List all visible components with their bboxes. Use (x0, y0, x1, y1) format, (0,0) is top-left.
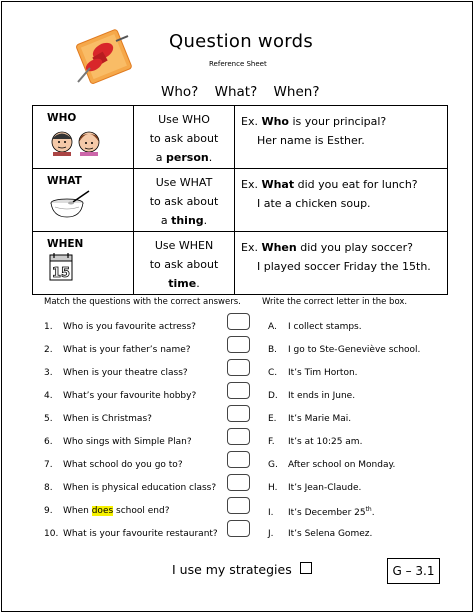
question-item: 4. What’s your favourite hobby? (44, 391, 197, 401)
question-item: 7. What school do you go to? (44, 460, 183, 470)
strategies-line (172, 562, 312, 577)
usage-keyword: thing (171, 214, 204, 227)
example-question: did you eat for lunch? (297, 178, 418, 191)
instructions-left: Match the questions with the correct answers. (44, 297, 241, 307)
answer-item: I. It’s December 25th. (268, 506, 375, 518)
example-answer: I played soccer Friday the 15th. (257, 260, 431, 273)
example-question: did you play soccer? (300, 241, 413, 254)
word-label: WHEN (47, 238, 84, 250)
strategies-checkbox[interactable] (300, 562, 312, 574)
page-subtitle: Reference Sheet (209, 60, 267, 68)
word-label: WHO (47, 112, 77, 124)
word-label: WHAT (47, 175, 82, 187)
answer-item: G. After school on Monday. (268, 460, 396, 470)
answer-box[interactable] (227, 474, 250, 491)
usage-article: a (160, 214, 168, 227)
reference-table (32, 105, 448, 295)
page-title: Question words (169, 31, 314, 52)
answer-item: D. It ends in June. (268, 391, 356, 401)
usage-line: Use WHO (158, 113, 210, 126)
soup-bowl-icon (47, 189, 91, 219)
strategies-label: I use my strategies (172, 562, 292, 577)
usage-keyword: person (166, 151, 209, 164)
question-item: 6. Who sings with Simple Plan? (44, 437, 192, 447)
question-item: 8. When is physical education class? (44, 483, 217, 493)
usage-line: to ask about (149, 132, 219, 145)
answer-box[interactable] (227, 451, 250, 468)
example-prefix: Ex. (241, 115, 258, 128)
usage-line: Use WHEN (154, 239, 214, 252)
question-item: 1. Who is you favourite actress? (44, 322, 196, 332)
answer-box[interactable] (227, 336, 250, 353)
answer-box[interactable] (227, 520, 250, 537)
question-words-heading: Who? What? When? (161, 84, 320, 100)
answer-item: E. It’s Marie Mai. (268, 414, 352, 424)
example-keyword: What (261, 178, 295, 191)
example-prefix: Ex. (241, 241, 258, 254)
two-faces-icon (47, 126, 107, 156)
example-keyword: Who (261, 115, 289, 128)
answer-item: H. It’s Jean-Claude. (268, 483, 362, 493)
question-item: 5. When is Christmas? (44, 414, 152, 424)
example-keyword: When (261, 241, 297, 254)
instructions-right: Write the correct letter in the box. (262, 297, 408, 307)
answer-item: F. It’s at 10:25 am. (268, 437, 363, 447)
example-answer: Her name is Esther. (257, 134, 365, 147)
usage-keyword: time (168, 277, 197, 290)
question-item: 9. When does school end? (44, 506, 170, 516)
example-prefix: Ex. (241, 178, 258, 191)
reference-row-what: WHAT Use WHAT to ask about a thing. Ex. What did you eat for lunch? I ate a chicken soup. (33, 169, 448, 232)
answer-box[interactable] (227, 497, 250, 514)
calendar-icon (47, 252, 75, 282)
example-question: is your principal? (292, 115, 387, 128)
reference-row-who: WHO Use WHO to ask about a person. Ex. Who is your principal? Her name is Esther. (33, 106, 448, 169)
question-item: 3. When is your theatre class? (44, 368, 188, 378)
question-item: 2. What is your father’s name? (44, 345, 191, 355)
answer-item: J. It’s Selena Gomez. (268, 529, 373, 539)
answer-box[interactable] (227, 382, 250, 399)
worksheet-page (1, 1, 473, 612)
question-item: 10. What is your favourite restaurant? (44, 529, 218, 539)
pushpin-icon (70, 26, 136, 88)
reference-row-when: WHEN 15 Use WHEN to ask about time. Ex. When did you play soccer? I played soccer Friday the 15th. (33, 232, 448, 295)
highlighted-word: does (91, 506, 114, 516)
usage-line: Use WHAT (155, 176, 213, 189)
answer-item: C. It’s Tim Horton. (268, 368, 358, 378)
answer-box[interactable] (227, 405, 250, 422)
usage-article: a (155, 151, 163, 164)
answer-box[interactable] (227, 428, 250, 445)
answer-box[interactable] (227, 313, 250, 330)
calendar-number: 15 (51, 266, 71, 281)
answer-item: B. I go to Ste-Geneviève school. (268, 345, 421, 355)
usage-line: to ask about (149, 258, 219, 271)
answer-item: A. I collect stamps. (268, 322, 362, 332)
example-answer: I ate a chicken soup. (257, 197, 371, 210)
usage-line: to ask about (149, 195, 219, 208)
grade-badge: G – 3.1 (387, 558, 440, 584)
answer-box[interactable] (227, 359, 250, 376)
